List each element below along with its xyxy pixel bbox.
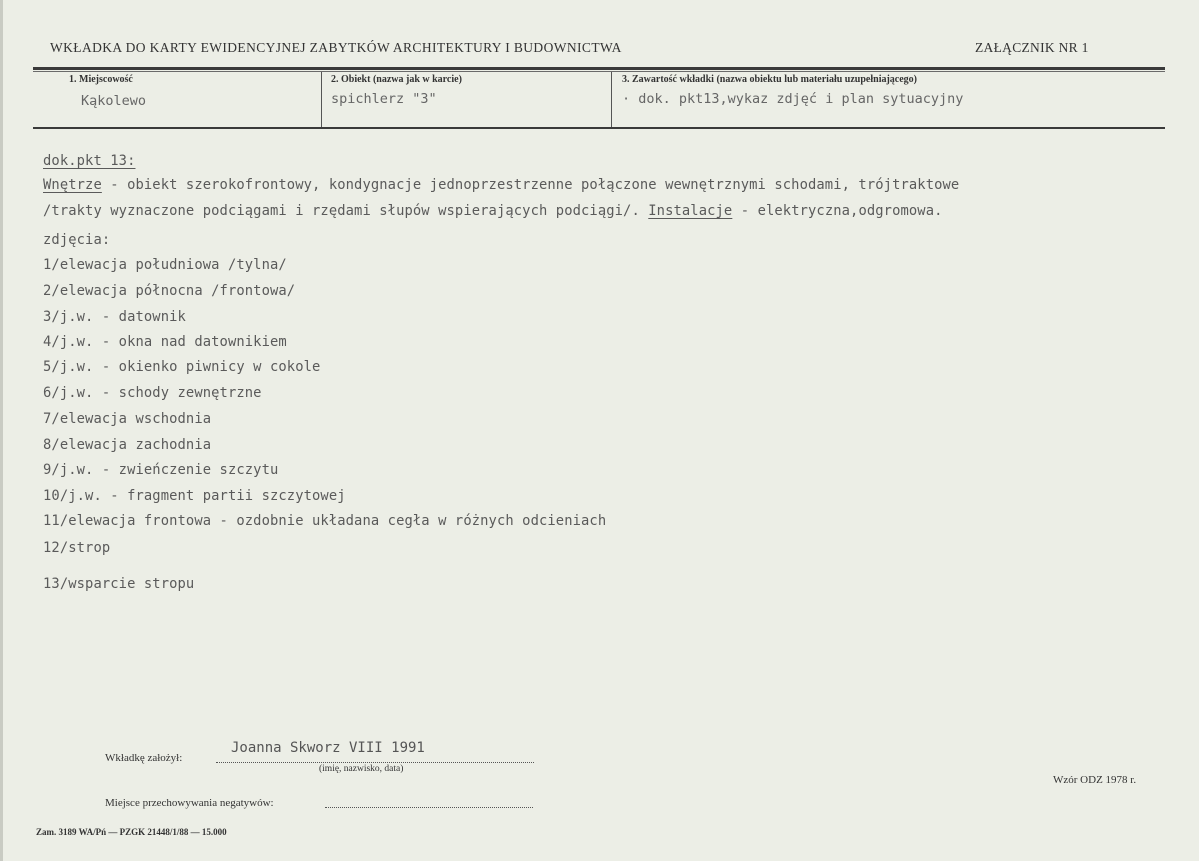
fields-rule <box>33 127 1165 129</box>
created-by-value: Joanna Skworz VIII 1991 <box>231 740 425 756</box>
section-heading: dok.pkt 13: <box>43 153 136 169</box>
interior-text-2a: /trakty wyznaczone podciągami i rzędami słupów wspierających podciągi/. <box>43 203 649 219</box>
object-value: spichlerz "3" <box>331 91 437 107</box>
interior-term: Wnętrze <box>43 177 102 193</box>
annex-number: ZAŁĄCZNIK NR 1 <box>975 40 1089 55</box>
created-by-caption: (imię, nazwisko, data) <box>319 764 404 774</box>
interior-text-1: - obiekt szerokofrontowy, kondygnacje jednoprzestrzenne połączone wewnętrznymi schodami, trójtraktowe <box>101 177 960 193</box>
photo-item: 1/elewacja południowa /tylna/ <box>43 257 287 273</box>
interior-line-2 <box>43 203 943 219</box>
place-value: Kąkolewo <box>81 93 147 109</box>
place-label: 1. Miejscowość <box>69 74 133 85</box>
photo-item: 2/elewacja północna /frontowa/ <box>43 283 296 299</box>
photo-item: 12/strop <box>43 540 111 556</box>
object-label: 2. Obiekt (nazwa jak w karcie) <box>331 74 462 85</box>
field-divider-2 <box>611 72 612 127</box>
header-rule <box>33 67 1165 70</box>
photo-item: 9/j.w. - zwieńczenie szczytu <box>43 462 279 478</box>
form-note: Wzór ODZ 1978 r. <box>1053 774 1137 786</box>
photo-item: 11/elewacja frontowa - ozdobnie układana cegła w różnych odcieniach <box>43 513 607 529</box>
photo-item: 6/j.w. - schody zewnętrzne <box>43 385 262 401</box>
content-value: · dok. pkt13,wykaz zdjęć i plan sytuacyjny <box>622 91 964 107</box>
print-note: Zam. 3189 WA/Pń — PZGK 21448/1/88 — 15.000 <box>36 827 227 837</box>
interior-text-2b: - elektryczna,odgromowa. <box>732 203 943 219</box>
header-rule-thin <box>33 71 1165 72</box>
created-by-label: Wkładkę założył: <box>105 752 183 764</box>
photo-item: 13/wsparcie stropu <box>43 576 195 592</box>
photo-item: 4/j.w. - okna nad datownikiem <box>43 334 287 350</box>
installation-term: Instalacje <box>648 203 733 219</box>
photo-item: 3/j.w. - datownik <box>43 309 186 325</box>
created-by-line <box>216 762 534 763</box>
storage-line <box>325 807 533 808</box>
field-divider-1 <box>321 72 322 127</box>
photos-heading: zdjęcia: <box>43 232 111 248</box>
interior-line-1 <box>43 177 959 193</box>
photo-item: 8/elewacja zachodnia <box>43 437 212 453</box>
photo-item: 5/j.w. - okienko piwnicy w cokole <box>43 359 321 375</box>
storage-label: Miejsce przechowywania negatywów: <box>105 797 274 809</box>
document-title: WKŁADKA DO KARTY EWIDENCYJNEJ ZABYTKÓW ARCHITEKTURY I BUDOWNICTWA <box>50 40 622 55</box>
content-label: 3. Zawartość wkładki (nazwa obiektu lub materiału uzupełniającego) <box>622 74 918 85</box>
photo-item: 10/j.w. - fragment partii szczytowej <box>43 488 346 504</box>
photo-item: 7/elewacja wschodnia <box>43 411 212 427</box>
